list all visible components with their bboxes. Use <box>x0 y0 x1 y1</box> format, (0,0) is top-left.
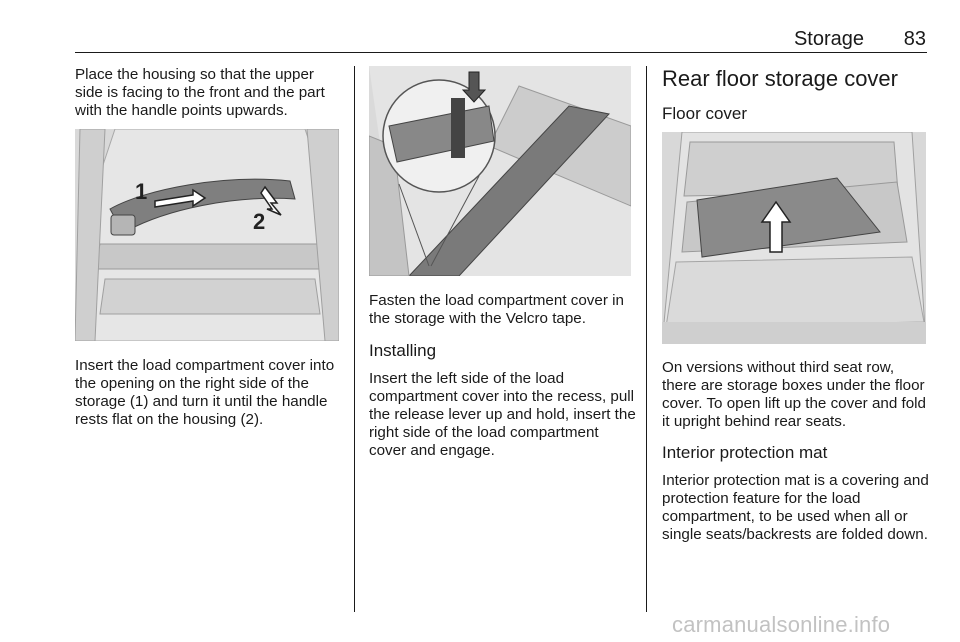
floor-cover-figure <box>662 132 926 344</box>
page-title: Storage <box>793 28 864 50</box>
mat-heading: Interior protection mat <box>662 443 828 462</box>
section-heading: Rear floor storage cover <box>662 66 898 91</box>
callout-1: 1 <box>135 179 148 204</box>
velcro-tape-figure <box>369 66 631 276</box>
instruction-paragraph: Insert the load compartment cover into the opening on the right side of the storage (1) and turn it until the handle rests flat on the housing (2). <box>75 357 335 428</box>
installing-heading: Installing <box>369 341 437 360</box>
intro-paragraph: Place the housing so that the upper side is facing to the front and the part with the handle points upwards. <box>75 66 325 119</box>
caption-paragraph: Fasten the load compartment cover in the storage with the Velcro tape. <box>369 292 624 327</box>
floor-cover-heading: Floor cover <box>662 104 748 123</box>
page-number: 83 <box>903 28 926 50</box>
column-divider-1 <box>354 66 355 612</box>
storage-housing-figure <box>75 129 339 341</box>
header-divider <box>75 52 927 53</box>
callout-2: 2 <box>253 209 266 234</box>
floor-cover-paragraph: On versions without third seat row, there are storage boxes under the floor cover. To open lift up the cover and fold it upright behind rear seats. <box>662 359 926 430</box>
mat-paragraph: Interior protection mat is a covering and protection feature for the load compartment, to be used when all or single seats/backrests are folded down. <box>662 472 929 543</box>
watermark-text: carmanualsonline.info <box>672 612 891 637</box>
column-divider-2 <box>646 66 647 612</box>
installing-paragraph: Insert the left side of the load compartment cover into the recess, pull the release lever up and hold, insert the right side of the load compartment cover and engage. <box>369 370 636 459</box>
